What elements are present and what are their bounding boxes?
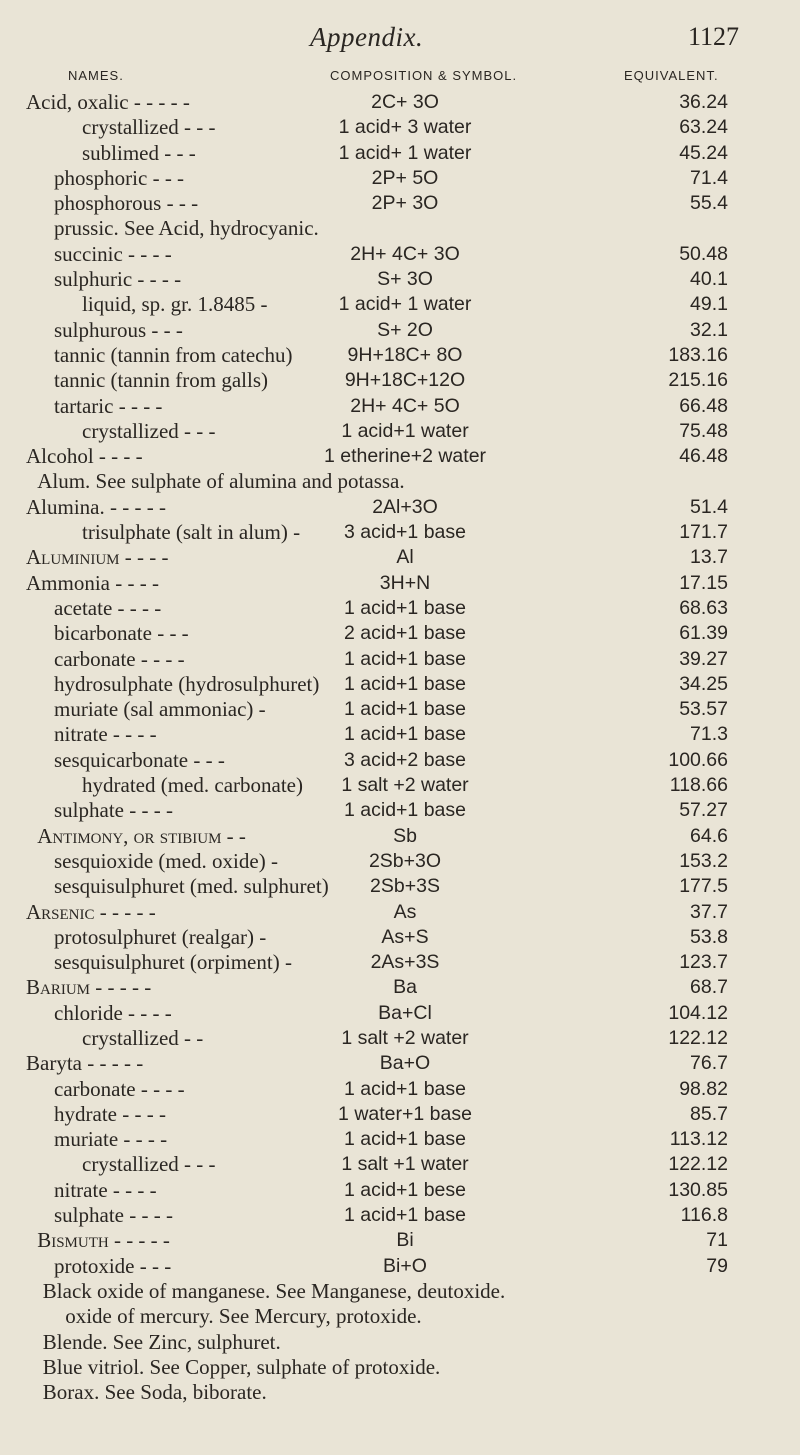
composition-symbol: 1 acid+1 base xyxy=(344,698,466,721)
table-row xyxy=(0,1152,800,1177)
table-row xyxy=(0,925,800,950)
table-row xyxy=(0,1026,800,1051)
table-row xyxy=(0,242,800,267)
substance-name: tartaric - - - - xyxy=(54,393,163,418)
table-row xyxy=(0,1254,800,1279)
table-row xyxy=(0,773,800,798)
equivalent-value: 71 xyxy=(706,1229,728,1252)
substance-name: crystallized - - - xyxy=(82,115,216,140)
composition-symbol: 1 salt +2 water xyxy=(341,774,469,797)
table-row xyxy=(0,1051,800,1076)
substance-name: tannic (tannin from galls) xyxy=(54,368,269,393)
composition-symbol: 1 acid+1 bese xyxy=(344,1178,466,1201)
substance-name: sulphate - - - - xyxy=(54,1203,173,1228)
table-row xyxy=(0,419,800,444)
substance-name: crystallized - - - xyxy=(82,1152,216,1177)
equivalent-value: 51.4 xyxy=(690,495,728,518)
equivalent-value: 177.5 xyxy=(679,875,728,898)
equivalent-value: 40.1 xyxy=(690,268,728,291)
substance-name: nitrate - - - - xyxy=(54,722,157,747)
table-row xyxy=(0,1355,800,1380)
composition-symbol: S+ 3O xyxy=(377,268,433,291)
composition-symbol: S+ 2O xyxy=(377,318,433,341)
equivalent-value: 17.15 xyxy=(679,571,728,594)
equivalent-value: 130.85 xyxy=(668,1178,728,1201)
substance-name: Baryta - - - - - xyxy=(26,1051,144,1076)
substance-name: protoxide - - - xyxy=(54,1253,172,1278)
cross-reference-text: Blende. See Zinc, sulphuret. xyxy=(42,1329,281,1354)
composition-symbol: 3 acid+2 base xyxy=(344,748,466,771)
table-row xyxy=(0,1304,800,1329)
table-row xyxy=(0,874,800,899)
table-row xyxy=(0,1228,800,1253)
equivalent-value: 116.8 xyxy=(680,1204,728,1227)
table-row xyxy=(0,115,800,140)
composition-symbol: 1 acid+1 base xyxy=(344,672,466,695)
equivalent-value: 36.24 xyxy=(679,91,728,113)
equivalent-value: 75.48 xyxy=(679,419,728,442)
equivalent-value: 98.82 xyxy=(679,1077,728,1100)
substance-name: Alcohol - - - - xyxy=(26,444,143,469)
table-row xyxy=(0,495,800,520)
table-row xyxy=(0,1178,800,1203)
composition-symbol: 1 acid+1 base xyxy=(344,1077,466,1100)
table-row xyxy=(0,1127,800,1152)
table-row xyxy=(0,292,800,317)
equivalent-value: 66.48 xyxy=(679,394,728,417)
substance-name: trisulphate (salt in alum) - xyxy=(82,520,301,545)
composition-symbol: Ba+Cl xyxy=(378,1001,432,1024)
table-row xyxy=(0,975,800,1000)
substance-name: sulphuric - - - - xyxy=(54,267,182,292)
substance-name: sesquisulphuret (med. sulphuret) xyxy=(54,874,329,899)
equivalent-value: 68.7 xyxy=(690,976,728,999)
composition-symbol: 3 acid+1 base xyxy=(344,521,466,544)
cross-reference-text: Alum. See sulphate of alumina and potassa. xyxy=(37,469,405,494)
table-row xyxy=(0,318,800,343)
equivalent-value: 34.25 xyxy=(679,672,728,695)
column-header-equivalent: EQUIVALENT. xyxy=(624,68,719,83)
equivalent-value: 61.39 xyxy=(679,622,728,645)
composition-symbol: 9H+18C+ 8O xyxy=(347,343,463,366)
substance-name: Ammonia - - - - xyxy=(26,570,159,595)
column-header-names: NAMES. xyxy=(68,68,124,83)
equivalent-value: 68.63 xyxy=(679,596,728,619)
table-row xyxy=(0,621,800,646)
table-row xyxy=(0,90,800,115)
table-row xyxy=(0,191,800,216)
table-row xyxy=(0,900,800,925)
composition-symbol: As xyxy=(393,900,417,923)
substance-name: sulphurous - - - xyxy=(54,317,183,342)
table-row xyxy=(0,545,800,570)
equivalent-value: 53.57 xyxy=(679,698,728,721)
column-header-composition: COMPOSITION & SYMBOL. xyxy=(330,68,518,83)
composition-symbol: Ba xyxy=(393,976,417,999)
table-row xyxy=(0,368,800,393)
table-row xyxy=(0,216,800,241)
substance-name: chloride - - - - xyxy=(54,1000,172,1025)
composition-symbol: 2Al+3O xyxy=(372,495,438,518)
substance-name: sublimed - - - xyxy=(82,140,196,165)
substance-name: hydrated (med. carbonate) xyxy=(82,773,303,798)
substance-name: muriate - - - - xyxy=(54,1127,168,1152)
substance-name: Aluminium - - - - xyxy=(26,545,169,570)
composition-symbol: 1 acid+ 3 water xyxy=(338,116,472,139)
equivalent-value: 123.7 xyxy=(679,951,728,974)
equivalent-value: 118.66 xyxy=(669,774,728,797)
composition-symbol: 1 acid+1 base xyxy=(344,799,466,822)
equivalent-value: 45.24 xyxy=(679,141,728,164)
table-row xyxy=(0,444,800,469)
substance-name: carbonate - - - - xyxy=(54,646,185,671)
equivalent-value: 215.16 xyxy=(668,369,728,392)
cross-reference-text: Black oxide of manganese. See Manganese, deutoxide. xyxy=(42,1278,506,1303)
substance-name: Alumina. - - - - - xyxy=(26,494,166,519)
composition-symbol: 1 acid+1 base xyxy=(344,723,466,746)
substance-name: hydrosulphate (hydrosulphuret) xyxy=(54,671,320,696)
substance-name: sesquioxide (med. oxide) - xyxy=(54,848,278,873)
substance-name: sulphate - - - - xyxy=(54,798,173,823)
equivalent-value: 122.12 xyxy=(668,1026,728,1049)
composition-symbol: 2H+ 4C+ 5O xyxy=(350,394,460,417)
substance-name: phosphorous - - - xyxy=(54,191,199,216)
equivalent-value: 57.27 xyxy=(679,799,728,822)
table-row xyxy=(0,1380,800,1405)
equivalent-value: 104.12 xyxy=(668,1001,728,1024)
equivalent-value: 53.8 xyxy=(690,925,728,948)
substance-name: liquid, sp. gr. 1.8485 - xyxy=(82,292,268,317)
substance-name: muriate (sal ammoniac) - xyxy=(54,697,266,722)
equivalent-value: 32.1 xyxy=(690,318,728,341)
substance-name: crystallized - - xyxy=(82,1025,204,1050)
equivalent-value: 39.27 xyxy=(679,647,728,670)
composition-symbol: 1 acid+1 base xyxy=(344,1128,466,1151)
composition-symbol: As+S xyxy=(381,925,429,948)
composition-symbol: 1 acid+1 water xyxy=(341,419,469,442)
composition-symbol: Sb xyxy=(393,824,417,847)
equivalent-value: 55.4 xyxy=(690,192,728,215)
composition-symbol: 1 water+1 base xyxy=(338,1102,472,1125)
table-row xyxy=(0,1330,800,1355)
substance-name: hydrate - - - - xyxy=(54,1101,166,1126)
composition-symbol: Al xyxy=(396,546,414,569)
composition-symbol: Ba+O xyxy=(379,1052,431,1075)
table-row xyxy=(0,697,800,722)
composition-symbol: 1 acid+ 1 water xyxy=(338,293,472,316)
table-row xyxy=(0,849,800,874)
equivalent-value: 49.1 xyxy=(690,293,728,316)
table-row xyxy=(0,647,800,672)
substance-name: bicarbonate - - - xyxy=(54,621,189,646)
table-row xyxy=(0,267,800,292)
composition-symbol: 2H+ 4C+ 3O xyxy=(350,242,460,265)
composition-symbol: 1 acid+ 1 water xyxy=(338,141,472,164)
equivalent-value: 71.3 xyxy=(690,723,728,746)
table-row xyxy=(0,469,800,494)
composition-symbol: 1 salt +2 water xyxy=(341,1026,469,1049)
substance-name: Acid, oxalic - - - - - xyxy=(26,90,190,114)
table-row xyxy=(0,672,800,697)
substance-name: sesquisulphuret (orpiment) - xyxy=(54,950,292,975)
table-row xyxy=(0,596,800,621)
equivalent-value: 113.12 xyxy=(669,1128,728,1151)
table-row xyxy=(0,571,800,596)
composition-symbol: 1 acid+1 base xyxy=(344,596,466,619)
cross-reference-text: prussic. See Acid, hydrocyanic. xyxy=(54,216,319,241)
table-row xyxy=(0,394,800,419)
composition-symbol: 2Sb+3O xyxy=(368,849,442,872)
composition-symbol: 2 acid+1 base xyxy=(344,622,466,645)
substance-name: nitrate - - - - xyxy=(54,1177,157,1202)
table-row xyxy=(0,1102,800,1127)
substance-name: Barium - - - - - xyxy=(26,975,152,1000)
cross-reference-text: oxide of mercury. See Mercury, protoxide. xyxy=(65,1304,422,1329)
equivalent-value: 50.48 xyxy=(679,242,728,265)
composition-symbol: Bi+O xyxy=(383,1254,427,1277)
composition-symbol: 2C+ 3O xyxy=(371,91,439,113)
substance-name: tannic (tannin from catechu) xyxy=(54,342,293,367)
table-row xyxy=(0,824,800,849)
composition-symbol: 1 acid+1 base xyxy=(344,647,466,670)
equivalent-value: 79 xyxy=(706,1254,728,1277)
equivalent-value: 100.66 xyxy=(668,748,728,771)
table-row xyxy=(0,1001,800,1026)
table-row xyxy=(0,520,800,545)
composition-symbol: 2Sb+3S xyxy=(370,875,440,898)
composition-symbol: 2As+3S xyxy=(370,951,440,974)
cross-reference-text: Borax. See Soda, biborate. xyxy=(42,1380,267,1405)
equivalent-value: 63.24 xyxy=(679,116,728,139)
composition-symbol: Bi xyxy=(396,1229,414,1252)
table-row xyxy=(0,166,800,191)
substance-name: acetate - - - - xyxy=(54,595,162,620)
table-body xyxy=(0,90,800,1405)
composition-symbol: 2P+ 3O xyxy=(371,192,439,215)
equivalent-value: 71.4 xyxy=(690,166,728,189)
equivalent-value: 13.7 xyxy=(690,546,728,569)
substance-name: carbonate - - - - xyxy=(54,1076,185,1101)
substance-name: crystallized - - - xyxy=(82,418,216,443)
composition-symbol: 1 acid+1 base xyxy=(344,1204,466,1227)
composition-symbol: 1 salt +1 water xyxy=(341,1153,469,1176)
equivalent-value: 153.2 xyxy=(679,849,728,872)
substance-name: Arsenic - - - - - xyxy=(26,899,156,924)
equivalent-value: 171.7 xyxy=(679,521,728,544)
substance-name: Bismuth - - - - - xyxy=(37,1228,170,1253)
equivalent-value: 122.12 xyxy=(668,1153,728,1176)
table-row xyxy=(0,1279,800,1304)
table-row xyxy=(0,343,800,368)
substance-name: phosphoric - - - xyxy=(54,165,185,190)
equivalent-value: 37.7 xyxy=(690,900,728,923)
running-header-title: Appendix. xyxy=(310,22,424,52)
composition-symbol: 2P+ 5O xyxy=(371,166,439,189)
equivalent-value: 64.6 xyxy=(690,824,728,847)
table-row xyxy=(0,798,800,823)
substance-name: succinic - - - - xyxy=(54,241,172,266)
substance-name: sesquicarbonate - - - xyxy=(54,747,225,772)
table-row xyxy=(0,950,800,975)
composition-symbol: 3H+N xyxy=(379,571,431,594)
substance-name: protosulphuret (realgar) - xyxy=(54,924,267,949)
page-number: 1127 xyxy=(688,22,740,51)
substance-name: Antimony, or stibium - - xyxy=(37,823,246,848)
cross-reference-text: Blue vitriol. See Copper, sulphate of protoxide. xyxy=(42,1354,441,1379)
composition-symbol: 1 etherine+2 water xyxy=(323,445,487,468)
table-row xyxy=(0,722,800,747)
table-row xyxy=(0,1203,800,1228)
table-row xyxy=(0,1077,800,1102)
table-row xyxy=(0,748,800,773)
equivalent-value: 76.7 xyxy=(690,1052,728,1075)
equivalent-value: 46.48 xyxy=(679,445,728,468)
equivalent-value: 85.7 xyxy=(690,1102,728,1125)
table-row xyxy=(0,141,800,166)
composition-symbol: 9H+18C+12O xyxy=(344,369,466,392)
equivalent-value: 183.16 xyxy=(668,343,728,366)
